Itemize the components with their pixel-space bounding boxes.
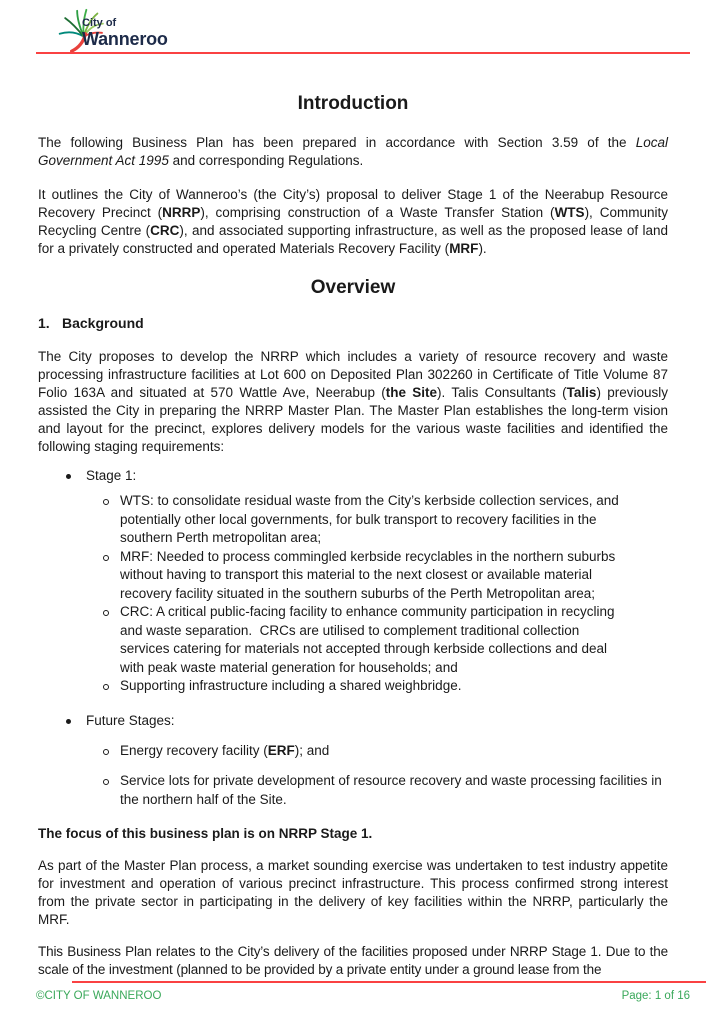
footer-copyright: ©CITY OF WANNEROO: [36, 990, 162, 1002]
paragraph-delivery: This Business Plan relates to the City’s delivery of the facilities proposed under NRRP Stage 1. Due to the scale of the investment (planned to be provided by a private entity under a ground lease from the: [38, 944, 668, 977]
circle-bullet-icon: [103, 772, 120, 785]
city-of-wanneroo-logo: [50, 8, 168, 54]
logo-city-of-label: City of: [82, 17, 117, 29]
bullet-icon: [66, 467, 86, 479]
list-item-crc: [38, 603, 626, 677]
erf-item-text: Energy recovery facility (ERF); and: [120, 742, 330, 758]
list-item-wts: [38, 492, 626, 548]
document-content: [0, 92, 706, 979]
background-section-number: 1.: [38, 315, 50, 331]
circle-bullet-icon: [103, 677, 120, 690]
paragraph-outline: It outlines the City of Wanneroo’s (the City’s) proposal to deliver Stage 1 of the Neerabup Resource Recovery Precinct (NRRP), comprising construction of a Waste Transfer Station (WTS), Community Recycling Centre (CRC), and associated supporting infrastructure, as well as the proposed lease of land for a privately constructed and operated Materials Recovery Facility (MRF).: [38, 187, 668, 256]
service-lots-item-text: Service lots for private development of resource recovery and waste processing facilities in the northern half of the Site.: [120, 773, 662, 807]
page-header: [0, 0, 706, 58]
wts-item-text: WTS: to consolidate residual waste from the City’s kerbside collection services, and potentially other local governments, for bulk transport to recovery facilities in the southern Perth metropolitan area;: [120, 493, 623, 545]
mrf-item-text: MRF: Needed to process commingled kerbside recyclables in the northern suburbs without having to transport this material to the next closest or available material recovery facility situated in the southern suburbs of the Perth Metropolitan area;: [120, 548, 620, 601]
supporting-item-text: Supporting infrastructure including a shared weighbridge.: [120, 678, 462, 693]
page-footer: [36, 981, 690, 1003]
footer-divider-rule: [72, 981, 706, 983]
future-stages-label: Future Stages:: [86, 712, 175, 728]
circle-bullet-icon: [103, 548, 120, 561]
introduction-heading: Introduction: [297, 93, 409, 114]
background-section-title: Background: [62, 315, 144, 331]
footer-text-row: [36, 990, 690, 1003]
circle-bullet-icon: [103, 742, 120, 755]
future-stages-sublist: [38, 742, 668, 810]
circle-bullet-icon: [103, 492, 120, 505]
list-item-mrf: [38, 548, 626, 604]
list-item-supporting-infrastructure: [38, 677, 626, 696]
overview-heading: Overview: [310, 277, 396, 298]
paragraph-act: The following Business Plan has been prepared in accordance with Section 3.59 of the Local Government Act 1995 and corresponding Regulations.: [38, 135, 668, 168]
header-divider-rule: [36, 52, 690, 54]
stage1-sublist: [38, 492, 668, 696]
paragraph-market: As part of the Master Plan process, a market sounding exercise was undertaken to test industry appetite for investment and operation of various precinct infrastructure. This process confirmed strong interest from the private sector in participating in the delivery of key facilities within the NRRP, particularly the MRF.: [38, 858, 668, 927]
crc-item-text: CRC: A critical public-facing facility to enhance community participation in recycling and waste separation. CRCs are utilised to complement traditional collection services catering for materials not accepted through kerbside collections and deal with peak waste material generation for households; and: [120, 604, 619, 675]
logo-wanneroo-label: Wanneroo: [82, 29, 168, 49]
list-item-erf: [38, 742, 668, 761]
list-item-service-lots: [38, 772, 668, 809]
list-item-future-stages: [38, 712, 668, 730]
circle-bullet-icon: [103, 603, 120, 616]
logo-text: [82, 17, 168, 54]
focus-statement: The focus of this business plan is on NRRP Stage 1.: [38, 826, 373, 841]
list-item-stage1: [38, 467, 668, 485]
bullet-icon: [66, 712, 86, 724]
stage1-label: Stage 1:: [86, 468, 137, 483]
background-heading: [38, 315, 668, 332]
paragraph-site: The City proposes to develop the NRRP which includes a variety of resource recovery and waste processing infrastructure facilities at Lot 600 on Deposited Plan 302260 in Certificate of Title Volume 87 Folio 163A and situated at 570 Wattle Ave, Neerabup (the Site). Talis Consultants (Talis) previously assisted the City in preparing the NRRP Master Plan. The Master Plan establishes the long-term vision and layout for the precinct, explores delivery models for the various waste facilities and identified the following staging requirements:: [38, 349, 668, 454]
footer-page-number: Page: 1 of 16: [621, 990, 690, 1002]
